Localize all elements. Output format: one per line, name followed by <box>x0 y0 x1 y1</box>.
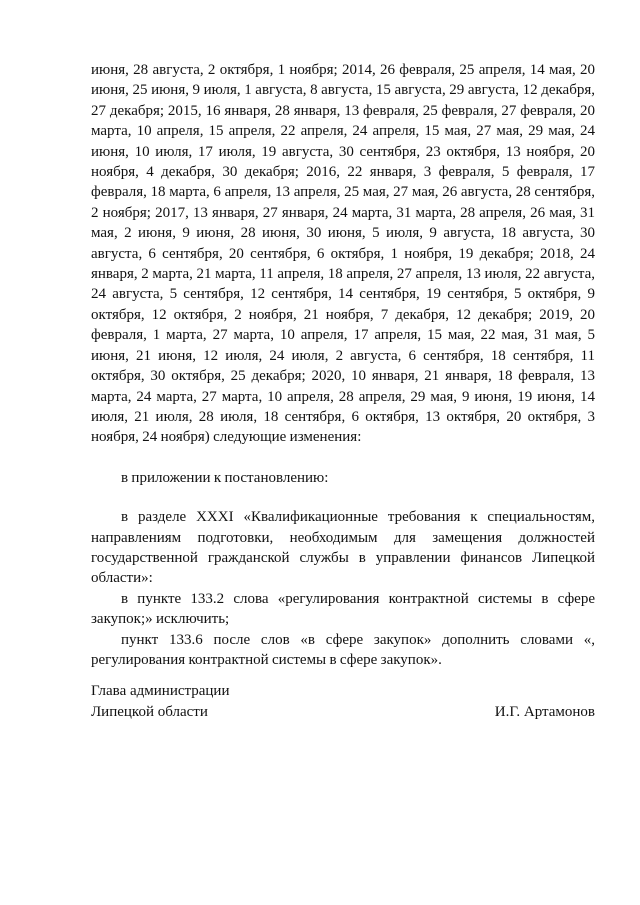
paragraph-dates-list: июня, 28 августа, 2 октября, 1 ноября; 2014, 26 февраля, 25 апреля, 14 мая, 20 июня, 25 июня, 9 июля, 1 августа, 8 августа, 15 августа, 29 августа, 12 декабря, 27 декабря; 2015, 16 января, 28 января, 13 февраля, 25 февраля, 27 февраля, 20 марта, 10 апреля, 15 апреля, 22 апреля, 24 апреля, 15 мая, 27 мая, 29 мая, 24 июня, 10 июля, 17 июля, 19 августа, 30 сентября, 23 октября, 13 ноября, 20 ноября, 4 декабря, 30 декабря; 2016, 22 января, 3 февраля, 5 февраля, 17 февраля, 18 марта, 6 апреля, 13 апреля, 25 мая, 27 мая, 26 августа, 28 сентября, 2 ноября; 2017, 13 января, 27 января, 24 марта, 31 марта, 28 апреля, 26 мая, 31 мая, 2 июня, 9 июня, 28 июня, 30 июня, 5 июля, 9 августа, 18 августа, 30 августа, 6 сентября, 20 сентября, 6 октября, 1 ноября, 19 декабря; 2018, 24 января, 2 марта, 21 марта, 11 апреля, 18 апреля, 27 апреля, 13 июля, 22 августа, 24 августа, 5 сентября, 12 сентября, 14 сентября, 19 сентября, 5 октября, 9 октября, 12 октября, 2 ноября, 21 ноября, 7 декабря, 12 декабря; 2019, 20 февраля, 1 марта, 27 марта, 10 апреля, 17 апреля, 15 мая, 22 мая, 31 мая, 5 июня, 21 июня, 12 июля, 24 июля, 2 августа, 6 сентября, 18 сентября, 11 октября, 30 октября, 25 декабря; 2020, 10 января, 21 января, 18 февраля, 13 марта, 24 марта, 27 марта, 10 апреля, 28 апреля, 29 мая, 9 июня, 19 июня, 14 июля, 21 июля, 28 июля, 18 сентября, 6 октября, 13 октября, 20 октября, 3 ноября, 24 ноября) следующие изменения: <box>91 62 595 446</box>
signature-block <box>91 681 595 723</box>
document-body <box>91 60 595 670</box>
signature-name: И.Г. Артамонов <box>494 704 595 720</box>
signature-title-line-2: Липецкой области <box>91 704 208 720</box>
paragraph-appendix: в приложении к постановлению: <box>121 469 329 486</box>
signature-row-name <box>91 702 595 723</box>
paragraph-item-133-2: в пункте 133.2 слова «регулирования контрактной системы в сфере закупок;» исключить; <box>91 590 595 628</box>
signature-title-line-1: Глава администрации <box>91 683 230 699</box>
paragraph-section-xxxi: в разделе XXXI «Квалификационные требования к специальностям, направлениям подготовки, необходимым для замещения должностей государственной гражданской службы в управлении финансов Липецкой области»: <box>91 509 595 587</box>
signature-row-title <box>91 681 595 702</box>
paragraph-item-133-6: пункт 133.6 после слов «в сфере закупок» дополнить словами «, регулирования контрактной системы в сфере закупок». <box>91 631 595 668</box>
